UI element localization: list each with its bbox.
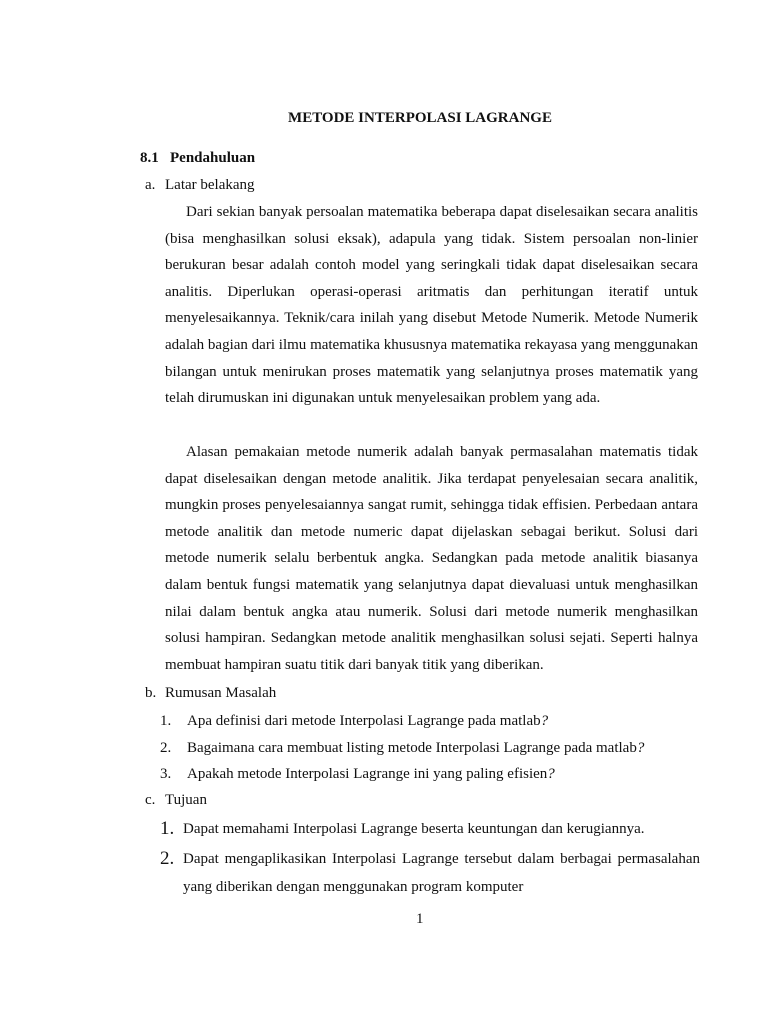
document-title: METODE INTERPOLASI LAGRANGE xyxy=(288,110,552,126)
question-mark: ? xyxy=(636,739,645,756)
subsection-rumusan-masalah xyxy=(145,685,276,702)
subsection-tujuan xyxy=(145,792,207,809)
subsection-title: Tujuan xyxy=(165,792,207,808)
section-heading xyxy=(140,150,255,167)
list-text: Bagaimana cara membuat listing metode Interpolasi Lagrange pada matlab xyxy=(187,739,637,756)
question-mark: ? xyxy=(547,766,555,783)
subsection-title: Rumusan Masalah xyxy=(165,685,277,701)
subsection-title: Latar belakang xyxy=(165,177,255,193)
list-item xyxy=(160,735,700,762)
subsection-letter: b. xyxy=(145,685,157,701)
rumusan-list xyxy=(160,708,700,788)
list-text: Dapat mengaplikasikan Interpolasi Lagrange tersebut dalam berbagai permasalahan yang diberikan dengan menggunakan program komputer xyxy=(183,851,700,895)
list-item xyxy=(160,815,700,843)
list-number: 1. xyxy=(160,713,172,729)
list-text: Apa definisi dari metode Interpolasi Lagrange pada matlab xyxy=(187,713,541,729)
paragraph-1: Dari sekian banyak persoalan matematika beberapa dapat diselesaikan secara analitis (bisa menghasilkan solusi eksak), adapula yang tidak. Sistem persoalan non-linier berukuran besar adalah contoh model yang seringkali tidak dapat diselesaikan secara analitis. Diperlukan operasi-operasi aritmatis dan perhitungan iteratif untuk menyelesaikannya. Teknik/cara inilah yang disebut Metode Numerik. Metode Numerik adalah bagian dari ilmu matematika khususnya matematika rekayasa yang menggunakan bilangan untuk menirukan proses matematik yang selanjutnya proses matematik yang telah dirumuskan ini digunakan untuk menyelesaikan problem yang ada. xyxy=(165,204,698,407)
page-number: 1 xyxy=(416,911,424,927)
list-number: 1. xyxy=(160,818,175,839)
list-item xyxy=(160,761,700,788)
list-number: 2. xyxy=(160,739,172,756)
question-mark: ? xyxy=(540,713,549,729)
section-title: Pendahuluan xyxy=(170,150,256,166)
subsection-letter: c. xyxy=(145,792,156,808)
subsection-latar-belakang xyxy=(145,177,255,194)
list-text: Apakah metode Interpolasi Lagrange ini yang paling efisien xyxy=(187,766,548,783)
list-text: Dapat memahami Interpolasi Lagrange beserta keuntungan dan kerugiannya. xyxy=(183,821,645,837)
list-item xyxy=(160,708,700,735)
list-number: 3. xyxy=(160,766,172,783)
list-number: 2. xyxy=(160,848,175,869)
paragraph-2: Alasan pemakaian metode numerik adalah banyak permasalahan matematis tidak dapat diselesaikan dengan metode analitik. Jika terdapat penyelesaian secara analitik, mungkin proses penyelesaiannya sangat rumit, sehingga tidak effisien. Perbedaan antara metode analitik dan metode numeric dapat dijelaskan sebagai berikut. Solusi dari metode numerik selalu berbentuk angka. Sedangkan pada metode analitik biasanya dalam bentuk fungsi matematik yang selanjutnya dapat dievaluasi untuk menghasilkan nilai dalam bentuk angka atau numerik. Solusi dari metode numerik menghasilkan solusi hampiran. Sedangkan metode analitik menghasilkan solusi sejati. Seperti halnya membuat hampiran suatu titik dari banyak titik yang diberikan. xyxy=(165,444,698,673)
subsection-letter: a. xyxy=(145,177,156,193)
section-number: 8.1 xyxy=(140,150,159,166)
tujuan-list xyxy=(160,815,700,903)
list-item xyxy=(160,845,700,901)
